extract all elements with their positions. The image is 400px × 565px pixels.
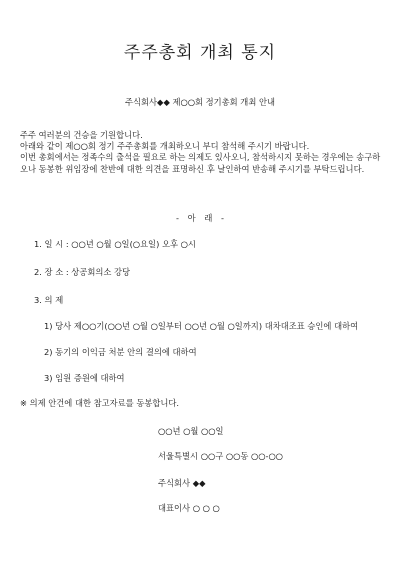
intro-proxy-request: 이번 총회에서는 정족수의 출석을 필요로 하는 의제도 있사오니, 참석하시지 못하는 경우에는 송구하오나 동봉한 위임장에 찬반에 대한 의견을 표명하신 후 날인하여 반송해 주시기를 부탁드립니다. bbox=[20, 152, 381, 174]
meeting-datetime: 1. 일 시 : ○○년 ○월 ○일(○요일) 오후 ○시 bbox=[34, 239, 196, 249]
agenda-item: 1) 당사 제○○기(○○년 ○월 ○일부터 ○○년 ○월 ○일까지) 대차대조표 승인에 대하여 bbox=[44, 321, 359, 331]
agenda-item: 3) 임원 증원에 대하여 bbox=[44, 373, 125, 383]
agenda-item: 2) 동기의 이익금 처분 안의 결의에 대하여 bbox=[44, 347, 197, 357]
signature-date: ○○년 ○월 ○○일 bbox=[158, 426, 224, 436]
intro-greeting: 주주 여러분의 건승을 기원합니다. bbox=[20, 130, 143, 140]
intro-invitation: 아래와 같이 제○○회 정기 주주총회를 개최하오니 부디 참석해 주시기 바랍니다. bbox=[20, 141, 310, 152]
representative-name: 대표이사 ○ ○ ○ bbox=[158, 503, 220, 513]
document-subtitle: 주식회사◆◆ 제○○회 정기총회 개최 안내 bbox=[125, 97, 275, 107]
company-address: 서울특별시 ○○구 ○○동 ○○-○○ bbox=[158, 451, 283, 461]
meeting-place: 2. 장 소 : 상공회의소 강당 bbox=[34, 267, 131, 277]
agenda-heading: 3. 의 제 bbox=[34, 295, 64, 305]
company-name: 주식회사 ◆◆ bbox=[158, 478, 206, 488]
document-title: 주주총회 개최 통지 bbox=[123, 43, 277, 63]
intro-paragraphs bbox=[20, 130, 382, 175]
reference-note: ※ 의제 안건에 대한 참고자료를 동봉합니다. bbox=[20, 398, 180, 408]
section-heading: - 아 래 - bbox=[176, 213, 224, 223]
